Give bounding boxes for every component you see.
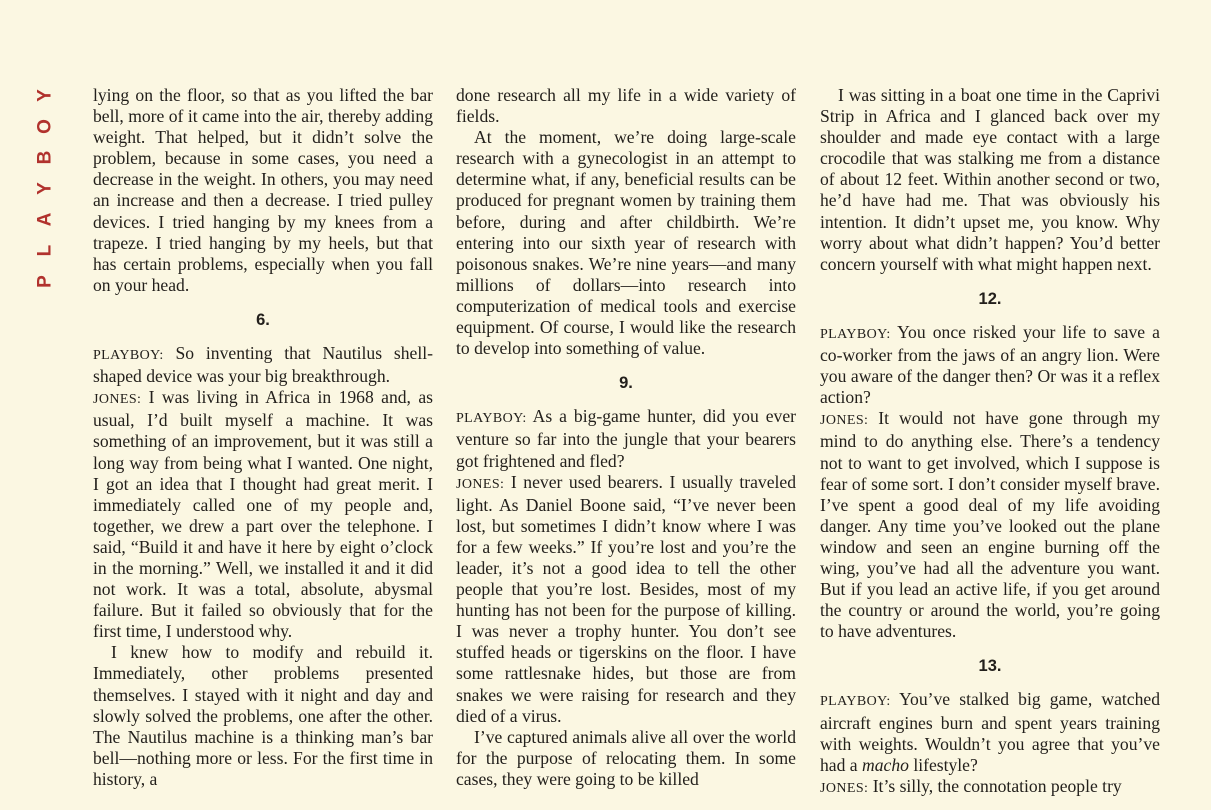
paragraph: done research all my life in a wide variety of fields. [456, 85, 796, 127]
question-number: 6. [256, 310, 270, 329]
magazine-running-head [30, 80, 60, 297]
runner-letter: B [34, 150, 56, 165]
speaker-label: PLAYBOY: [456, 411, 527, 427]
question-text: So inventing that Nautilus shell-shaped device was your big breakthrough. [93, 343, 433, 387]
interviewer-question [93, 343, 433, 387]
runner-letter: Y [34, 182, 56, 195]
paragraph: At the moment, we’re doing large-scale research with a gynecologist in an attempt to determine what, if any, beneficial results can be produced for pregnant women by training them before, during and after childbirth. We’re entering into our sixth year of research with poisonous snakes. We’re nine years—and many millions of dollars—into research into computerization of medical tools and exercise equipment. Of course, I would like the research to develop into something of value. [456, 127, 796, 359]
answer-text: It would not have gone through my mind to do anything else. There’s a tendency not to want to get involved, which I suppose is fear of some sort. I don’t consider myself brave. I’ve spent a good deal of my life avoiding danger. Any time you’ve looked out the plane window and seen an engine burning off the wing, you’ve had all the adventure you want. But if you lead an active life, if you get around the country or around the world, you’re going to have adventures. [820, 408, 1160, 642]
runner-letter: L [34, 244, 56, 257]
speaker-label: PLAYBOY: [820, 326, 891, 342]
question-text: As a big-game hunter, did you ever venture so far into the jungle that your bearers got frightened and fled? [456, 406, 796, 471]
interviewer-question [820, 689, 1160, 775]
paragraph: lying on the floor, so that as you lifted the bar bell, more of it came into the air, thereby adding weight. That helped, but it didn’t solve the problem, because in some cases, you need a decrease in the weight. In others, you may need an increase and then a decrease. I tried pulley devices. I tried hanging by my knees from a trapeze. I tried hanging by my heels, but that has certain problems, especially when you fall on your head. [93, 85, 433, 295]
question-text: lifestyle? [908, 754, 978, 775]
speaker-label: JONES: [820, 413, 869, 429]
speaker-label: JONES: [456, 476, 505, 492]
speaker-label: JONES: [93, 392, 142, 408]
speaker-label: JONES: [820, 780, 869, 796]
speaker-label: PLAYBOY: [820, 694, 891, 710]
text-column-1 [93, 85, 433, 790]
paragraph: I’ve captured animals alive all over the world for the purpose of relocating them. In some cases, they were going to be killed [456, 726, 796, 789]
interviewer-question [456, 406, 796, 471]
emphasized-word: macho [862, 754, 909, 775]
answer-text: I never used bearers. I usually traveled light. As Daniel Boone said, “I’ve never been lost, but sometimes I didn’t know where I was for a few weeks.” If you’re lost and you’re the leader, it’s not a good idea to tell the other people that you’re lost. Besides, most of my hunting has not been for the purpose of killing. I was never a trophy hunter. You don’t see stuffed heads or tigerskins on the floor. I have some rattlesnake hides, but those are from snakes we were raising for research and they died of a virus. [456, 471, 796, 726]
runner-letter: Y [34, 89, 56, 102]
answer-text: I was living in Africa in 1968 and, as usual, I’d built myself a machine. It was something of an improvement, but it was still a long way from being what I wanted. One night, I got an idea that I thought had great merit. I immediately called one of my people and, together, we drew a part over the telephone. I said, “Build it and have it here by eight o’clock in the morning.” Well, we installed it and it did not work. It was a total, absolute, abysmal failure. But it failed so obviously that for the first time, I understood why. [93, 387, 433, 642]
runner-letter: P [34, 275, 56, 288]
runner-letter: A [34, 212, 56, 227]
runner-letter: O [34, 119, 56, 134]
interviewee-answer [820, 408, 1160, 642]
interviewee-answer [456, 472, 796, 727]
text-column-2 [456, 85, 796, 790]
question-number: 9. [619, 374, 633, 393]
question-number: 13. [978, 657, 1002, 676]
question-number: 12. [978, 289, 1002, 308]
interviewee-answer [820, 776, 1160, 799]
question-text: You once risked your life to save a co-worker from the jaws of an angry lion. Were you aware of the danger then? Or was it a reflex action? [820, 321, 1160, 408]
answer-text: It’s silly, the connotation people try [868, 775, 1122, 796]
speaker-label: PLAYBOY: [93, 348, 164, 364]
paragraph: I knew how to modify and rebuild it. Immediately, other problems presented themselves. I stayed with it night and day and slowly solved the problems, one after the other. The Nautilus machine is a thinking man’s bar bell—nothing more or less. For the first time in history, a [93, 642, 433, 789]
text-column-3 [820, 85, 1160, 799]
interviewee-answer [93, 387, 433, 642]
question-text: You’ve stalked big game, watched aircraft engines burn and spent years training with weights. Wouldn’t you agree that you’ve had a [820, 689, 1160, 775]
paragraph: I was sitting in a boat one time in the Caprivi Strip in Africa and I glanced back over my shoulder and made eye contact with a large crocodile that was stalking me from a distance of about 12 feet. Within another second or two, he’d have had me. That was obviously his intention. It didn’t upset me, you know. Why worry about what didn’t happen? You’d better concern yourself with what might happen next. [820, 85, 1160, 274]
interviewer-question [820, 322, 1160, 408]
